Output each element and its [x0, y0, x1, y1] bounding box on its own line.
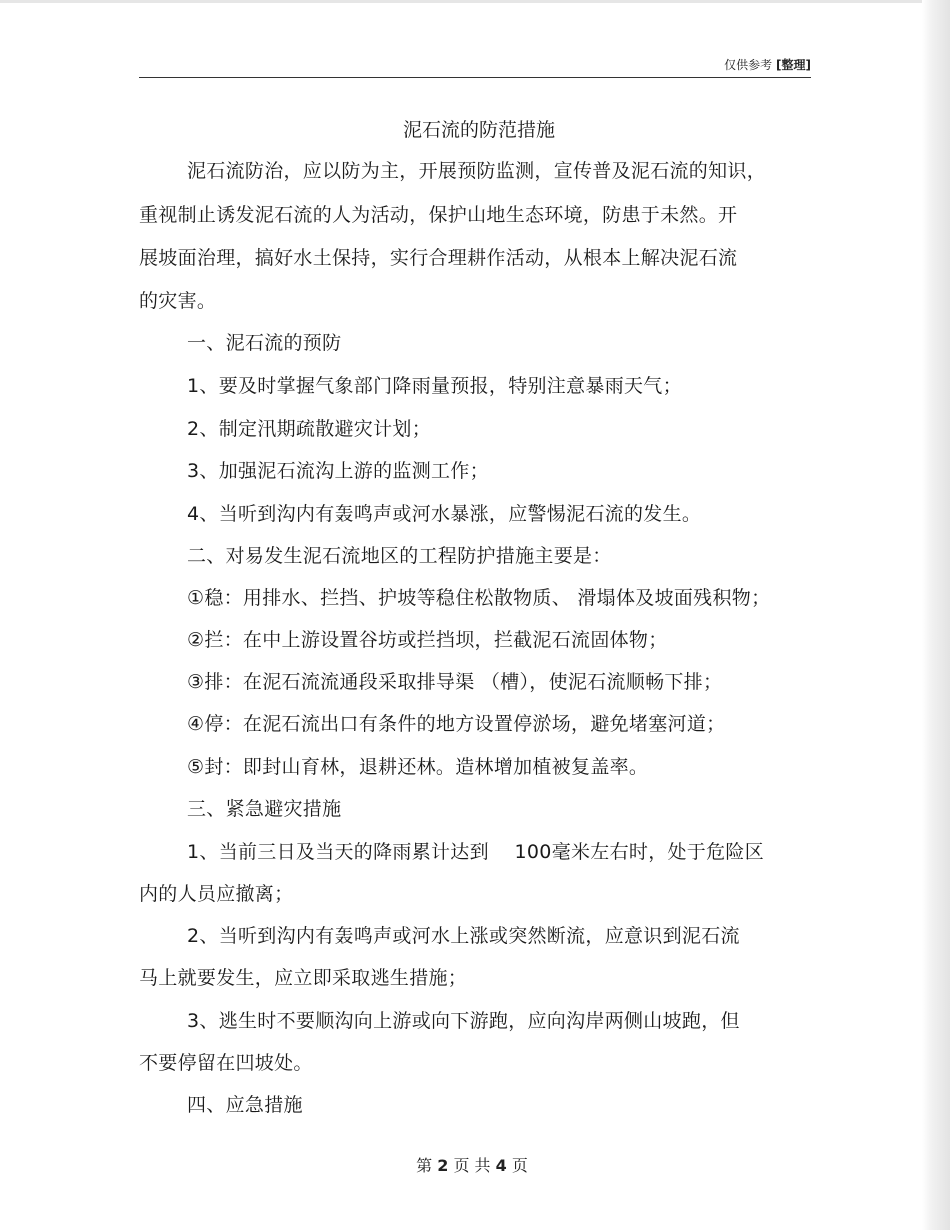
- list-item: 3、逃生时不要顺沟向上游或向下游跑，应向沟岸两侧山坡跑，但: [187, 1010, 740, 1032]
- list-item-continuation: 不要停留在凹坡处。: [139, 1052, 313, 1074]
- section-heading: 一、泥石流的预防: [187, 332, 342, 354]
- list-item-continuation: 内的人员应撤离；: [139, 883, 294, 905]
- header-note: [600, 58, 811, 72]
- page-label-suffix: 页: [511, 1156, 528, 1175]
- header-rule: [139, 77, 811, 78]
- page-number-footer: [0, 1156, 944, 1176]
- page-label-middle: 页 共: [453, 1156, 491, 1175]
- list-item: ②拦：在中上游设置谷坊或拦挡坝，拦截泥石流固体物；: [187, 629, 668, 651]
- list-item: ④停：在泥石流出口有条件的地方设置停淤场，避免堵塞河道；: [187, 713, 726, 735]
- section-heading: 四、应急措施: [187, 1094, 303, 1116]
- total-pages-number: 4: [495, 1156, 507, 1175]
- list-item: ①稳：用排水、拦挡、护坡等稳住松散物质、 滑塌体及坡面残积物；: [187, 587, 771, 609]
- paragraph-line: 的灾害。: [139, 290, 217, 312]
- list-item: 3、加强泥石流沟上游的监测工作；: [187, 460, 489, 482]
- list-item: ⑤封：即封山育林，退耕还林。造林增加植被复盖率。: [187, 756, 649, 778]
- paragraph-line: 展坡面治理，搞好水土保持，实行合理耕作活动，从根本上解决泥石流: [139, 247, 738, 269]
- header-note-prefix: 仅供参考: [724, 58, 773, 72]
- page-right-edge: [922, 0, 950, 1230]
- page-label-prefix: 第: [416, 1156, 433, 1175]
- paragraph-line: 重视制止诱发泥石流的人为活动，保护山地生态环境，防患于未然。开: [139, 204, 738, 226]
- paragraph-line: 泥石流防治，应以防为主，开展预防监测，宣传普及泥石流的知识，: [187, 160, 767, 182]
- list-item: ③排：在泥石流流通段采取排导渠 （槽），使泥石流顺畅下排；: [187, 671, 723, 693]
- list-item-continuation: 马上就要发生，应立即采取逃生措施；: [139, 967, 468, 989]
- list-item: 2、制定汛期疏散避灾计划；: [187, 418, 431, 440]
- section-heading: 二、对易发生泥石流地区的工程防护措施主要是：: [187, 545, 612, 567]
- list-item: 4、当听到沟内有轰鸣声或河水暴涨，应警惕泥石流的发生。: [187, 503, 702, 525]
- section-heading: 三、紧急避灾措施: [187, 798, 342, 820]
- list-item: 1、要及时掌握气象部门降雨量预报，特别注意暴雨天气；: [187, 375, 682, 397]
- list-item: 1、当前三日及当天的降雨累计达到 100毫米左右时，处于危险区: [187, 841, 764, 863]
- current-page-number: 2: [437, 1156, 449, 1175]
- page-top-edge: [0, 0, 950, 3]
- document-title: 泥石流的防范措施: [402, 119, 555, 141]
- list-item: 2、当听到沟内有轰鸣声或河水上涨或突然断流，应意识到泥石流: [187, 925, 740, 947]
- header-note-bracket: [整理]: [776, 58, 811, 72]
